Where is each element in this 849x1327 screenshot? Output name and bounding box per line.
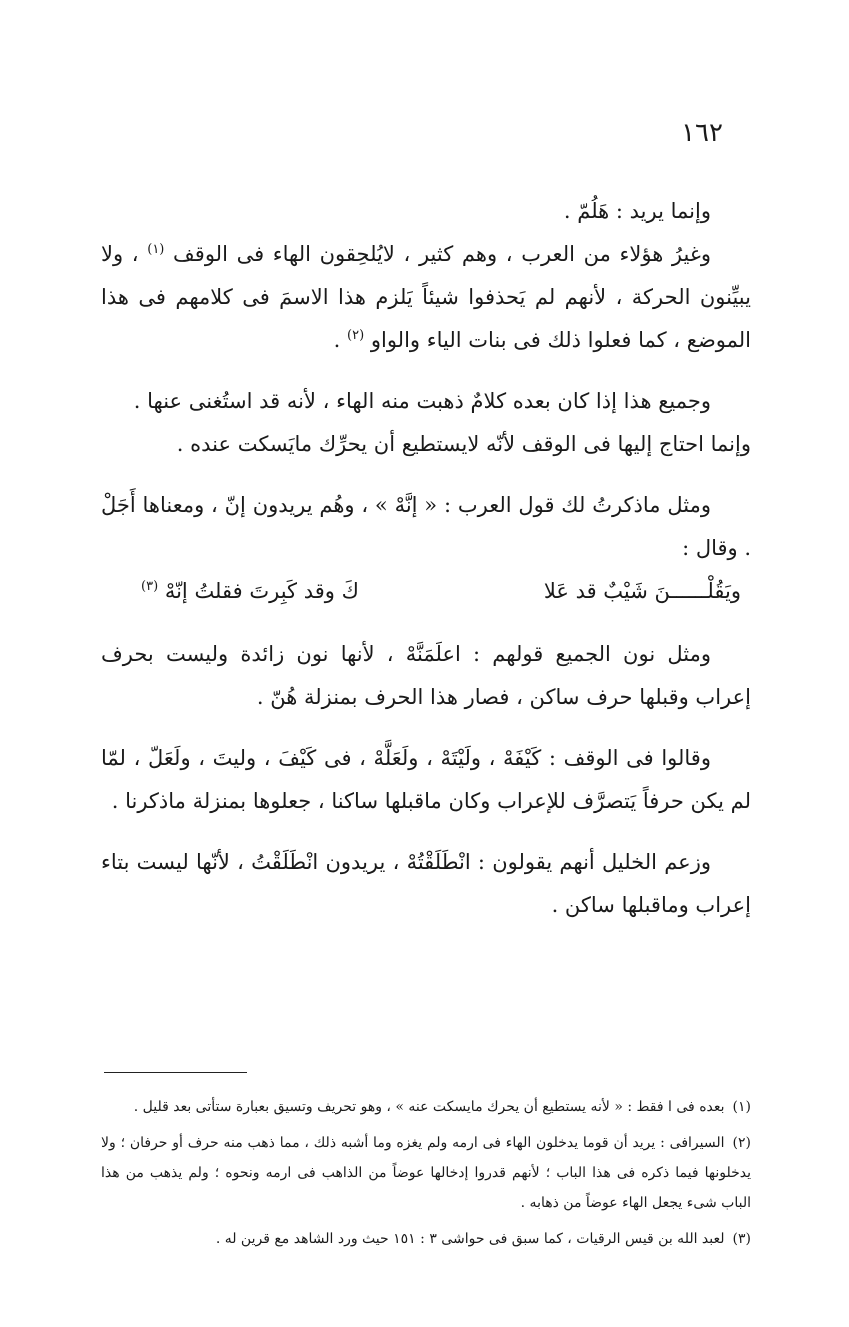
paragraph-text: ومثل ماذكرتُ لك قول العرب : « إنَّهْ » ، وهُم يريدون إنّ ، ومعناها أَجَلْ . وقال : [101,493,751,560]
footnote-number: (٣) [732,1231,751,1247]
paragraph-text: وقالوا فى الوقف : كَيْفَهْ ، ولَيْتَهْ ، ولَعَلَّهْ ، فى كَيْفَ ، وليتَ ، ولَعَلّ ، لمّا لم يكن حرفاً يَتصرَّف للإعراب وكان ماقبلها ساكنا ، جعلوها بمنزلة ماذكرنا . [101,746,751,813]
footnote-text: لعبد الله بن قيس الرقيات ، كما سبق فى حواشى ٣ : ١٥١ حيث ورد الشاهد مع قرين له . [215,1231,725,1247]
paragraph-text: ومثل نون الجميع قولهم : اعلَمَنَّهْ ، لأنها نون زائدة وليست بحرف إعراب وقبلها حرف ساكن ، فصار هذا الحرف بمنزلة هُنّ . [101,642,751,709]
footnote-divider [104,1072,247,1073]
footnote-number: (٢) [732,1135,751,1151]
footnote [101,1224,751,1254]
paragraph [101,737,751,823]
footnote [101,1128,751,1218]
footnote-ref: (٢) [347,328,365,343]
page-number: ١٦٢ [681,118,723,148]
verse-second-half [141,570,359,613]
footnote-number: (١) [732,1099,751,1115]
paragraph-text: . [333,328,348,352]
paragraph-text: وإنما يريد : هَلُمّ . [563,199,711,223]
paragraph-text: وغيرُ هؤلاء من العرب ، وهم كثير ، لايُلحِقون الهاء فى الوقف [173,242,711,266]
footnote-ref: (١) [147,242,165,257]
footnote-text: بعده فى ا فقط : « لأنه يستطيع أن يحرك مايسكت عنه » ، وهو تحريف وتسيق بعبارة ستأتى بعد قليل . [133,1099,725,1115]
footnotes [101,1092,751,1260]
footnote [101,1092,751,1122]
paragraph-text: وجميع هذا إذا كان بعده كلامٌ ذهبت منه الهاء ، لأنه قد استُغنى عنها . [133,389,711,413]
verse-text: كَ وقد كَبِرتَ فقلتُ إنّهْ [164,579,359,603]
poetry-verse [101,570,751,613]
paragraph-text: ، ولا يبيِّنون الحركة ، لأنهم لم يَحذفوا شيئاً يَلزم هذا الاسمَ فى كلامهم فى هذا الموضع ، كما فعلوا ذلك فى بنات الياء والواو [101,242,751,352]
paragraph [101,423,751,466]
paragraph [101,233,751,362]
paragraph [101,841,751,927]
paragraph [101,484,751,570]
paragraph [101,380,751,423]
main-text [101,190,751,945]
footnote-text: السيرافى : يريد أن قوما يدخلون الهاء فى ارمه ولم يغزه وما أشبه ذلك ، مما ذهب منه حرف أو حرفان ؛ ولا يدخلونها فيما ذكره فى هذا الباب ؛ لأنهم قدروا إدخالها عوضاً من الذاهب فى ارمه ونحوه ؛ ولم يذهب من هذا الباب شىء يجعل الهاء عوضاً من ذهابه . [101,1135,751,1211]
paragraph [101,633,751,719]
paragraph-text: وإنما احتاج إليها فى الوقف لأنّه لايستطيع أن يحرِّك مايَسكت عنده . [176,432,751,456]
verse-first-half: ويَقُلْــــــنَ شَيْبٌ قد عَلا [543,579,741,603]
paragraph-text: وزعم الخليل أنهم يقولون : انْطَلَقْتُهْ ، يريدون انْطَلَقْتُ ، لأنّها ليست بتاء إعراب وماقبلها ساكن . [101,850,751,917]
footnote-ref: (٣) [141,579,159,594]
paragraph [101,190,751,233]
